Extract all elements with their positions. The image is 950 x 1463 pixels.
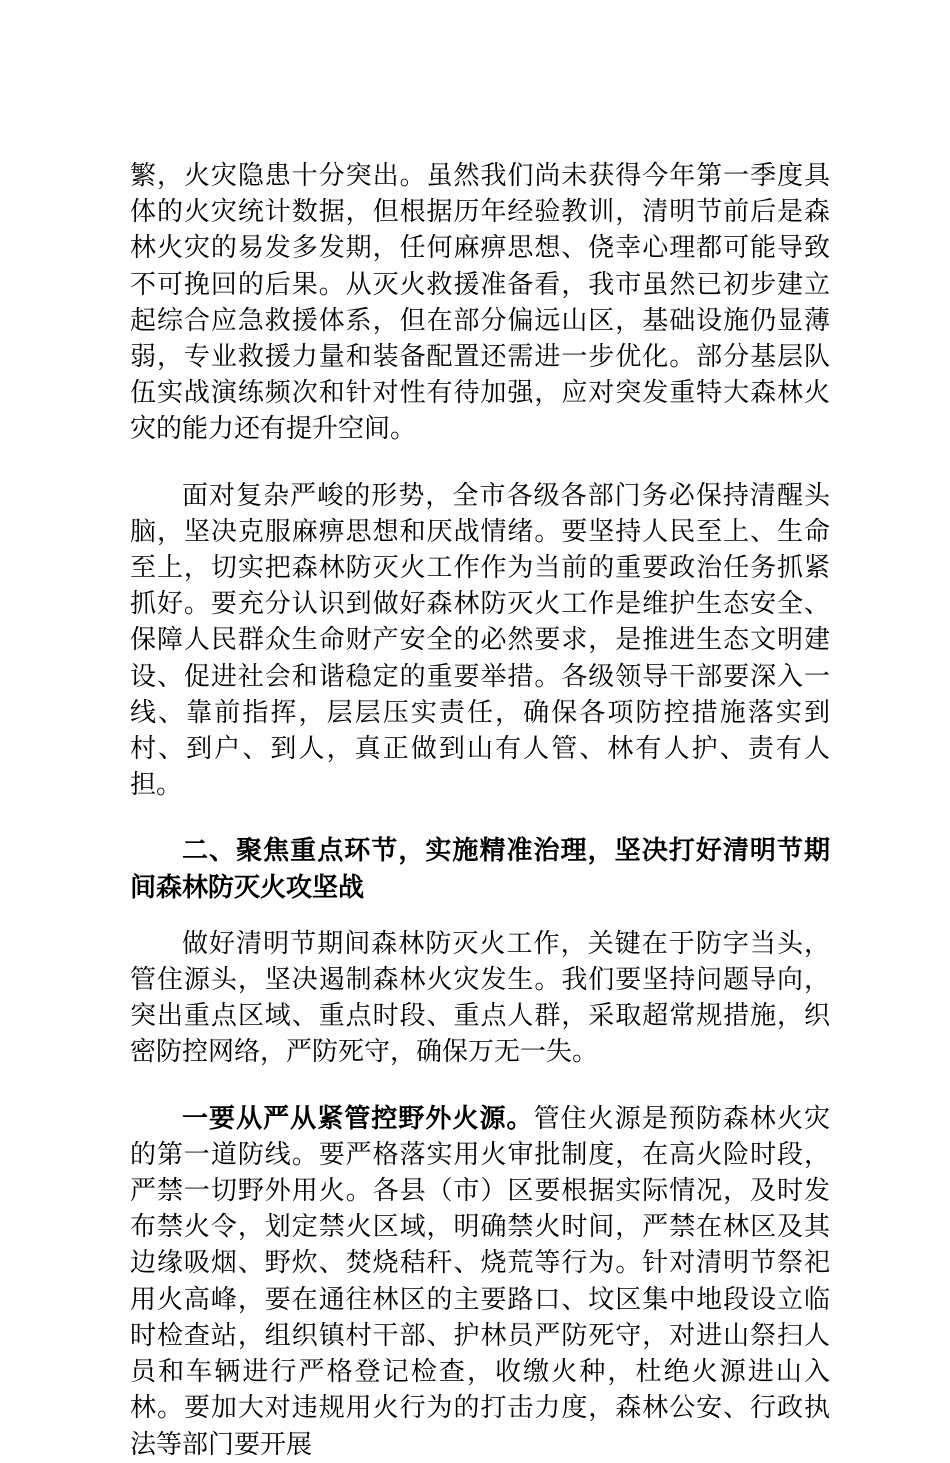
paragraph-intro-2: 做好清明节期间森林防灭火工作，关键在于防字当头，管住源头，坚决遏制森林火灾发生。我们要坚持问题导向，突出重点区域、重点时段、重点人群，采取超常规措施，织密防控网络，严防死守，确保万无一失。 xyxy=(130,928,830,1068)
section-heading-2: 二、聚焦重点环节，实施精准治理，坚决打好清明节期间森林防灭火攻坚战 xyxy=(130,836,830,903)
paragraph-body: 管住火源是预防森林火灾的第一道防线。要严格落实用火审批制度，在高火险时段，严禁一切野外用火。各县（市）区要根据实际情况，及时发布禁火令，划定禁火区域，明确禁火时间，严禁在林区及其边缘吸烟、野炊、焚烧秸秆、烧荒等行为。针对清明节祭祀用火高峰，要在通往林区的主要路口、坟区集中地段设立临时检查站，组织镇村干部、护林员严防死守，对进山祭扫人员和车辆进行严格登记检查，收缴火种，杜绝火源进山入林。要加大对违规用火行为的打击力度，森林公安、行政执法等部门要开展 xyxy=(130,1103,830,1460)
paragraph-fire-source xyxy=(130,1101,830,1463)
paragraph-lead-bold: 一要从严从紧管控野外火源。 xyxy=(182,1103,534,1134)
paragraph-situation: 面对复杂严峻的形势，全市各级各部门务必保持清醒头脑，坚决克服麻痹思想和厌战情绪。要坚持人民至上、生命至上，切实把森林防灭火工作作为当前的重要政治任务抓紧抓好。要充分认识到做好森林防灭火工作是维护生态安全、保障人民群众生命财产安全的必然要求，是推进生态文明建设、促进社会和谐稳定的重要举措。各级领导干部要深入一线、靠前指挥，层层压实责任，确保各项防控措施落实到村、到户、到人，真正做到山有人管、林有人护、责有人担。 xyxy=(130,480,830,801)
document-page xyxy=(130,158,830,1463)
paragraph-continued: 繁，火灾隐患十分突出。虽然我们尚未获得今年第一季度具体的火灾统计数据，但根据历年经验教训，清明节前后是森林火灾的易发多发期，任何麻痹思想、侥幸心理都可能导致不可挽回的后果。从灭火救援准备看，我市虽然已初步建立起综合应急救援体系，但在部分偏远山区，基础设施仍显薄弱，专业救援力量和装备配置还需进一步优化。部分基层队伍实战演练频次和针对性有待加强，应对突发重特大森林火灾的能力还有提升空间。 xyxy=(130,161,830,445)
